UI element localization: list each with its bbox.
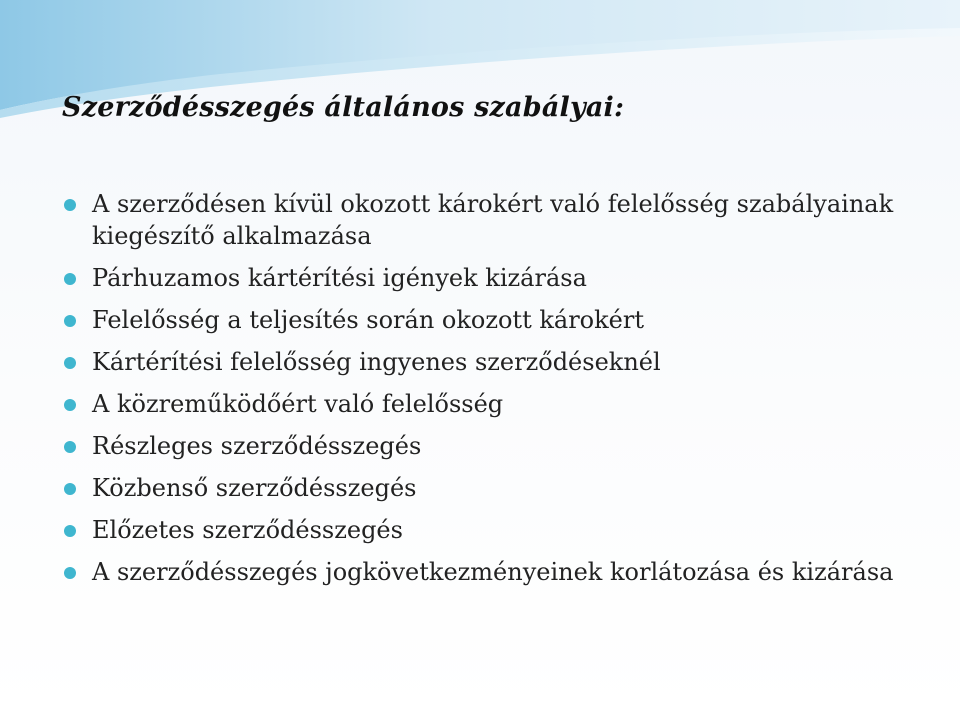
bullet-item: [64, 514, 924, 546]
bullet-dot-icon: [64, 273, 76, 285]
bullet-dot-icon: [64, 199, 76, 211]
bullet-dot-icon: [64, 567, 76, 579]
bullet-item: [64, 262, 924, 294]
bullet-text: Párhuzamos kártérítési igények kizárása: [92, 264, 587, 292]
bullet-text: Közbenső szerződésszegés: [92, 474, 417, 502]
bullet-item: [64, 388, 924, 420]
bullet-item: [64, 304, 924, 336]
bullet-dot-icon: [64, 357, 76, 369]
bullet-dot-icon: [64, 483, 76, 495]
bullet-dot-icon: [64, 315, 76, 327]
bullet-item: [64, 430, 924, 462]
bullet-item: [64, 556, 924, 588]
bullet-list: [64, 188, 924, 598]
bullet-text: A szerződésszegés jogkövetkezményeinek korlátozása és kizárása: [92, 558, 894, 586]
bullet-dot-icon: [64, 441, 76, 453]
bullet-item: [64, 472, 924, 504]
bullet-dot-icon: [64, 399, 76, 411]
bullet-dot-icon: [64, 525, 76, 537]
bullet-item: [64, 346, 924, 378]
bullet-text: Részleges szerződésszegés: [92, 432, 422, 460]
bullet-text: A közreműködőért való felelősség: [92, 390, 504, 418]
bullet-text: Felelősség a teljesítés során okozott károkért: [92, 306, 644, 334]
bullet-text: Kártérítési felelősség ingyenes szerződéseknél: [92, 348, 661, 376]
slide-title: Szerződésszegés általános szabályai:: [62, 92, 625, 123]
bullet-text: Előzetes szerződésszegés: [92, 516, 403, 544]
bullet-item: [64, 188, 924, 252]
bullet-text: A szerződésen kívül okozott károkért való felelősség szabályainak kiegészítő alkalmazása: [92, 190, 894, 250]
